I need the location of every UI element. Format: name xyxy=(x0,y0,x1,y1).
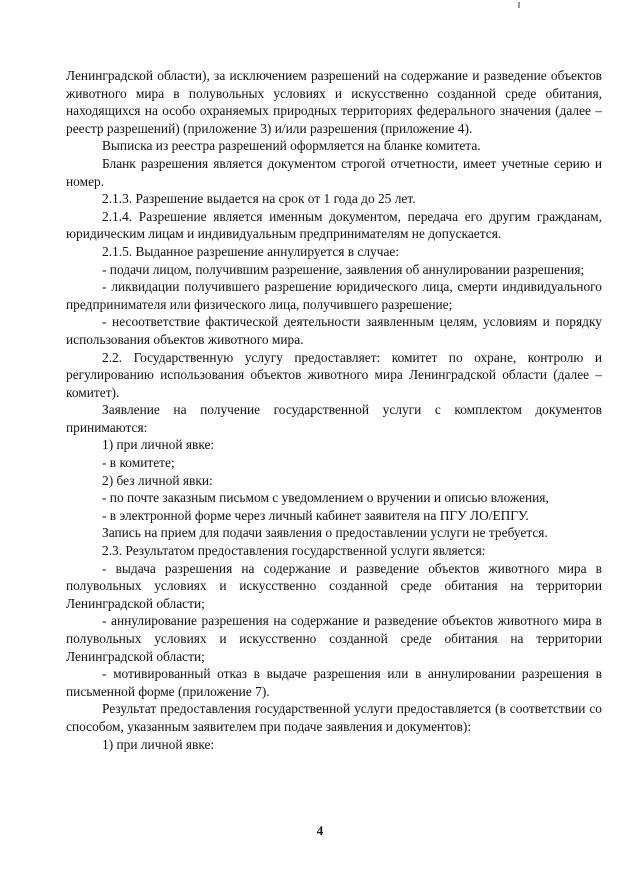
paragraph: 2.3. Результатом предоставления государственной услуги является: xyxy=(102,543,486,559)
list-item: - мотивированный отказ в выдаче разрешения или в аннулировании разрешения в письменной форме (приложение 7). xyxy=(66,666,602,699)
paragraph: 2.1.5. Выданное разрешение аннулируется в случае: xyxy=(102,243,400,259)
list-item: 1) при личной явке: xyxy=(102,437,215,453)
paragraph: Результат предоставления государственной услуги предоставляется (в соответствии со способом, указанным заявителем при подаче заявления и документов): xyxy=(66,701,602,734)
list-item: - в электронной форме через личный кабинет заявителя на ПГУ ЛО/ЕПГУ. xyxy=(102,507,529,523)
paragraph: Бланк разрешения является документом строгой отчетности, имеет учетные серию и номер. xyxy=(66,155,602,189)
paragraph: Ленинградской области), за исключением разрешений на содержание и разведение объектов животного мира в полувольных условиях и искусственно созданной среде обитания, находящихся на особо охраняемых природных территориях федерального значения (далее – реестр разрешений) (приложение 3) и/или разрешения (приложение 4). xyxy=(66,68,602,136)
list-item: - несоответствие фактической деятельности заявленным целям, условиям и порядку использования объектов животного мира. xyxy=(66,314,602,347)
scan-artifact-mark xyxy=(518,2,520,8)
paragraph: Заявление на получение государственной услуги с комплектом документов принимаются: xyxy=(66,402,602,435)
paragraph: 2.2. Государственную услугу предоставляет: комитет по охране, контролю и регулированию использования объектов животного мира Ленинградской области (далее – комитет). xyxy=(66,349,602,400)
list-item: - подачи лицом, получившим разрешение, заявления об аннулировании разрешения; xyxy=(102,261,585,277)
list-item: - аннулирование разрешения на содержание и разведение объектов животного мира в полувольных условиях и искусственно созданной среде обитания на территории Ленинградской области; xyxy=(66,613,602,664)
document-body xyxy=(66,67,602,753)
page-number: 4 xyxy=(316,823,324,838)
list-item: 2) без личной явки: xyxy=(102,472,213,488)
list-item: - по почте заказным письмом с уведомлением о вручении и описью вложения, xyxy=(102,490,549,506)
list-item: - в комитете; xyxy=(102,455,175,471)
list-item: 1) при личной явке: xyxy=(102,736,215,752)
paragraph: Выписка из реестра разрешений оформляется на бланке комитета. xyxy=(102,138,481,154)
paragraph: Запись на прием для подачи заявления о предоставлении услуги не требуется. xyxy=(102,525,548,541)
paragraph: 2.1.4. Разрешение является именным документом, передача его другим гражданам, юридическим лицам и индивидуальным предпринимателям не допускается. xyxy=(66,208,602,242)
list-item: - ликвидации получившего разрешение юридического лица, смерти индивидуального предпринимателя или физического лица, получившего разрешение; xyxy=(66,279,602,312)
list-item: - выдача разрешения на содержание и разведение объектов животного мира в полувольных условиях и искусственно созданной среде обитания на территории Ленинградской области; xyxy=(66,560,602,611)
paragraph: 2.1.3. Разрешение выдается на срок от 1 года до 25 лет. xyxy=(102,191,416,207)
